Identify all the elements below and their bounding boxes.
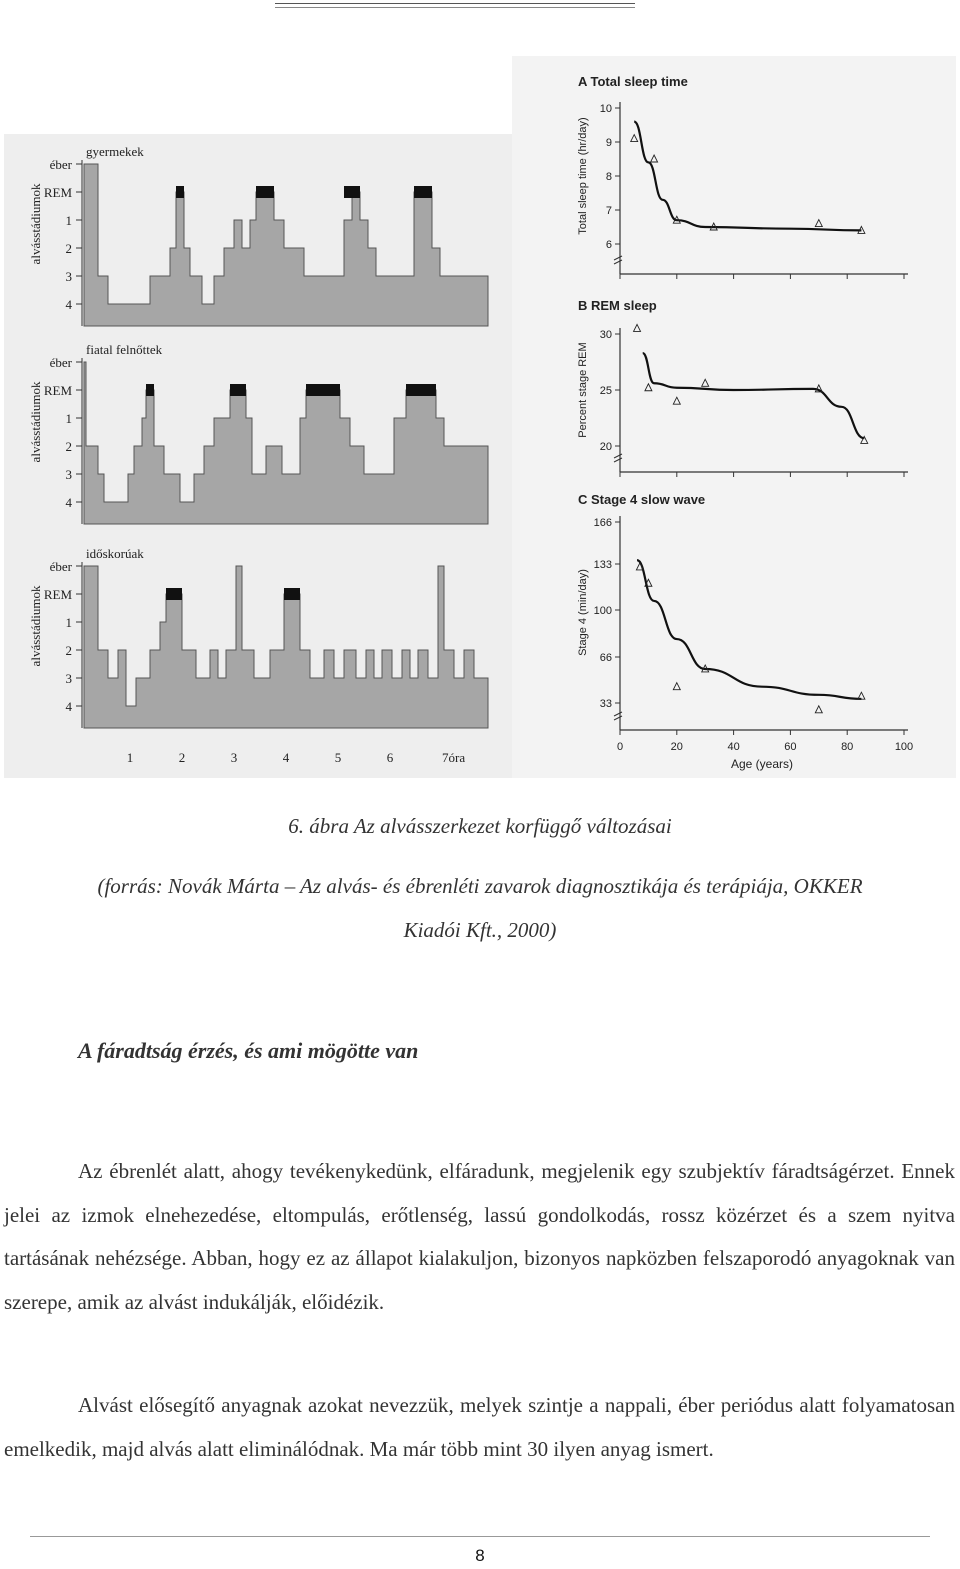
- stage-axis-title: alvásstádiumok: [28, 381, 43, 463]
- y-tick-label: 166: [593, 517, 612, 529]
- paragraph-2: [4, 1384, 955, 1471]
- y-axis-label: Total sleep time (hr/day): [577, 117, 589, 235]
- rem-block: [284, 588, 300, 600]
- stage-tick-label: 3: [65, 269, 72, 284]
- paragraph-1-text: Az ébrenlét alatt, ahogy tevékenykedünk, elfáradunk, megjelenik egy szubjektív fáradtságérzet. Ennek jelei az izmok elnehezedése, eltompulás, erőtlenség, lassú gondolkodás, rossz közérzet és a szem nyitva tartásának nehézsége. Abban, hogy ez az állapot kialakuljon, bizonyos napközben felszaporodó anyagoknak van szerepe, amik az alvást indukálják, előidézik.: [4, 1159, 955, 1314]
- rem-block: [146, 384, 154, 396]
- y-tick-label: 7: [605, 205, 612, 217]
- hypnogram-figure: [4, 134, 512, 778]
- hour-tick-label: 5: [334, 750, 342, 765]
- stage-tick-label: 1: [65, 411, 72, 426]
- stage-tick-label: REM: [43, 587, 72, 602]
- section-heading: A fáradtság érzés, és ami mögötte van: [78, 1038, 419, 1063]
- y-tick-label: 25: [599, 385, 612, 397]
- y-axis-label: Percent stage REM: [577, 342, 589, 438]
- chart-title: A Total sleep time: [578, 74, 688, 89]
- stage-tick-label: 1: [65, 615, 72, 630]
- stage-tick-label: éber: [49, 355, 72, 370]
- x-axis-label: Age (years): [730, 757, 794, 771]
- hour-tick-label: 6: [386, 750, 394, 765]
- figure-caption-source-line2: Kiadói Kft., 2000): [403, 918, 557, 942]
- footer-rule: [30, 1536, 930, 1537]
- stage-tick-label: 3: [65, 467, 72, 482]
- hour-tick-label: 1: [126, 750, 134, 765]
- page-number: 8: [475, 1546, 485, 1565]
- y-tick-label: 133: [593, 559, 612, 571]
- y-tick-label: 8: [605, 171, 612, 183]
- figure-caption-source-line1: (forrás: Novák Márta – Az alvás- és ébrenléti zavarok diagnosztikája és terápiája, OKKER: [97, 874, 863, 898]
- hour-tick-label: 7óra: [442, 750, 466, 765]
- stage-tick-label: 1: [65, 213, 72, 228]
- stage-axis-title: alvásstádiumok: [28, 183, 43, 265]
- x-tick-label: 80: [841, 741, 854, 753]
- hypnogram-group-label: időskorúak: [86, 546, 144, 561]
- y-tick-label: 30: [599, 329, 612, 341]
- rem-block: [256, 186, 274, 198]
- y-tick-label: 6: [605, 239, 612, 251]
- rem-block: [176, 186, 184, 198]
- stage-tick-label: 2: [65, 241, 72, 256]
- y-axis-label: Stage 4 (min/day): [577, 569, 589, 656]
- y-tick-label: 66: [599, 652, 612, 664]
- stage-axis-title: alvásstádiumok: [28, 585, 43, 667]
- stage-tick-label: 3: [65, 671, 72, 686]
- hour-tick-label: 3: [230, 750, 238, 765]
- y-tick-label: 33: [599, 698, 612, 710]
- rem-block: [230, 384, 246, 396]
- x-tick-label: 100: [894, 741, 914, 753]
- y-tick-label: 100: [593, 605, 612, 617]
- rem-block: [306, 384, 340, 396]
- stage-tick-label: 2: [65, 439, 72, 454]
- stage-tick-label: 4: [65, 297, 72, 312]
- y-tick-label: 9: [605, 137, 612, 149]
- paragraph-2-text: Alvást elősegítő anyagnak azokat nevezzük, melyek szintje a nappali, éber periódus alatt folyamatosan emelkedik, majd alvás alatt eliminálódnak. Ma már több mint 30 ilyen anyag ismert.: [4, 1393, 955, 1461]
- header-rule-top: [275, 3, 635, 4]
- figure-caption-title: 6. ábra Az alvásszerkezet korfüggő változásai: [288, 814, 672, 838]
- x-tick-label: 60: [784, 741, 797, 753]
- rem-block: [406, 384, 436, 396]
- stage-tick-label: éber: [49, 559, 72, 574]
- hypnogram-group-label: fiatal felnőttek: [86, 342, 163, 357]
- rem-block: [344, 186, 360, 198]
- y-tick-label: 20: [599, 441, 612, 453]
- stage-tick-label: éber: [49, 157, 72, 172]
- stage-tick-label: REM: [43, 383, 72, 398]
- hypnogram-group-label: gyermekek: [86, 144, 144, 159]
- rem-block: [166, 588, 182, 600]
- y-tick-label: 10: [599, 103, 612, 115]
- hour-tick-label: 4: [282, 750, 290, 765]
- stage-tick-label: 2: [65, 643, 72, 658]
- x-tick-label: 40: [727, 741, 740, 753]
- stage-tick-label: 4: [65, 699, 72, 714]
- stage-tick-label: REM: [43, 185, 72, 200]
- x-tick-label: 0: [616, 741, 624, 753]
- paragraph-1: [4, 1150, 955, 1324]
- rem-block: [414, 186, 432, 198]
- age-charts-figure: [512, 56, 956, 778]
- stage-tick-label: 4: [65, 495, 72, 510]
- x-tick-label: 20: [670, 741, 683, 753]
- chart-title: B REM sleep: [578, 298, 657, 313]
- chart-title: C Stage 4 slow wave: [578, 492, 706, 507]
- hour-tick-label: 2: [178, 750, 186, 765]
- header-rule-bottom: [275, 7, 635, 8]
